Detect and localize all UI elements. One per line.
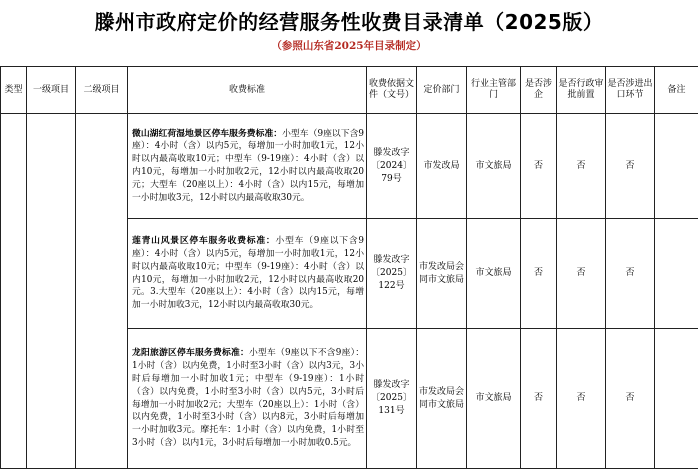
secret-cell: 否 (521, 219, 557, 329)
level1-cell (27, 114, 76, 469)
header-level2: 二级项目 (76, 67, 128, 114)
dept-cell: 市发改局会同市文旅局 (417, 329, 467, 469)
header-standard: 收费标准 (128, 67, 367, 114)
level2-cell (76, 114, 128, 469)
dept-cell: 市发改局会同市文旅局 (417, 219, 467, 329)
standard-title: 龙阳旅游区停车服务费标准： (132, 348, 249, 358)
type-cell (1, 114, 27, 469)
note-cell (655, 114, 698, 219)
secret-cell: 否 (521, 114, 557, 219)
standard-cell (128, 329, 367, 469)
standard-cell (128, 114, 367, 219)
standard-cell (128, 219, 367, 329)
approval-cell: 否 (557, 114, 606, 219)
header-level1: 一级项目 (27, 67, 76, 114)
page-subtitle: （参照山东省2025年目录制定） (0, 38, 698, 53)
standard-body: 小型车（9座以下含9座）：4小时（含）以内5元，每增加一小时加收1元，12小时以内最高收取10元；中型车（9-19座）：4小时（含）以内10元，每增加一小时加收2元，12小时以内最高收取20元。3.大型车（20座以上）：4小时（含）以内15元，每增加一小时加收3元，12小时以内最高收取30元。 (132, 236, 364, 310)
basis-cell: 滕发改字〔2025〕131号 (367, 329, 417, 469)
border-cell: 否 (606, 329, 655, 469)
header-basis: 收费依据文件（文号） (367, 67, 417, 114)
page-title: 滕州市政府定价的经营服务性收费目录清单（2025版） (0, 6, 698, 35)
standard-title: 微山湖红荷湿地景区停车服务费标准： (132, 129, 282, 139)
basis-cell: 滕发改字〔2024〕79号 (367, 114, 417, 219)
dept-cell: 市发改局 (417, 114, 467, 219)
approval-cell: 否 (557, 329, 606, 469)
note-cell (655, 329, 698, 469)
industry-cell: 市文旅局 (467, 219, 521, 329)
header-type: 类型 (1, 67, 27, 114)
basis-cell: 滕发改字〔2025〕122号 (367, 219, 417, 329)
header-secret: 是否涉企 (521, 67, 557, 114)
standard-body: 小型车（9座以下不含9座）：1小时（含）以内免费，1小时至3小时（含）以内3元，3小时后每增加一小时加收1元；中型车（9-19座）：1小时（含）以内免费，1小时至3小时（含）以内5元，3小时后每增加一小时加收2元；大型车（20座以上）：1小时（含）以内免费，1小时至3小时（含）以内8元，3小时后每增加一小时加收3元。摩托车：1小时（含）以内免费，1小时至3小时（含）以内1元，3小时后每增加一小时加收0.5元。 (132, 348, 364, 448)
header-dept: 定价部门 (417, 67, 467, 114)
header-approval: 是否行政审批前置 (557, 67, 606, 114)
industry-cell: 市文旅局 (467, 329, 521, 469)
border-cell: 否 (606, 219, 655, 329)
note-cell (655, 219, 698, 329)
industry-cell: 市文旅局 (467, 114, 521, 219)
header-row (1, 67, 698, 114)
standard-title: 莲青山风景区停车服务收费标准： (132, 236, 276, 246)
header-note: 备注 (655, 67, 698, 114)
secret-cell: 否 (521, 329, 557, 469)
header-industry: 行业主管部门 (467, 67, 521, 114)
header-border: 是否涉进出口环节 (606, 67, 655, 114)
fee-catalog-table (0, 66, 698, 469)
standard-body: 小型车（9座以下含9座）：4小时（含）以内5元，每增加一小时加收1元，12小时以内最高收取10元；中型车（9-19座）：4小时（含）以内10元，每增加一小时加收2元，12小时以内最高收取20元；大型车（20座以上）：4小时（含）以内15元，每增加一小时加收3元，12小时以内最高收取30元。 (132, 129, 364, 203)
table-row (1, 114, 698, 219)
approval-cell: 否 (557, 219, 606, 329)
border-cell: 否 (606, 114, 655, 219)
